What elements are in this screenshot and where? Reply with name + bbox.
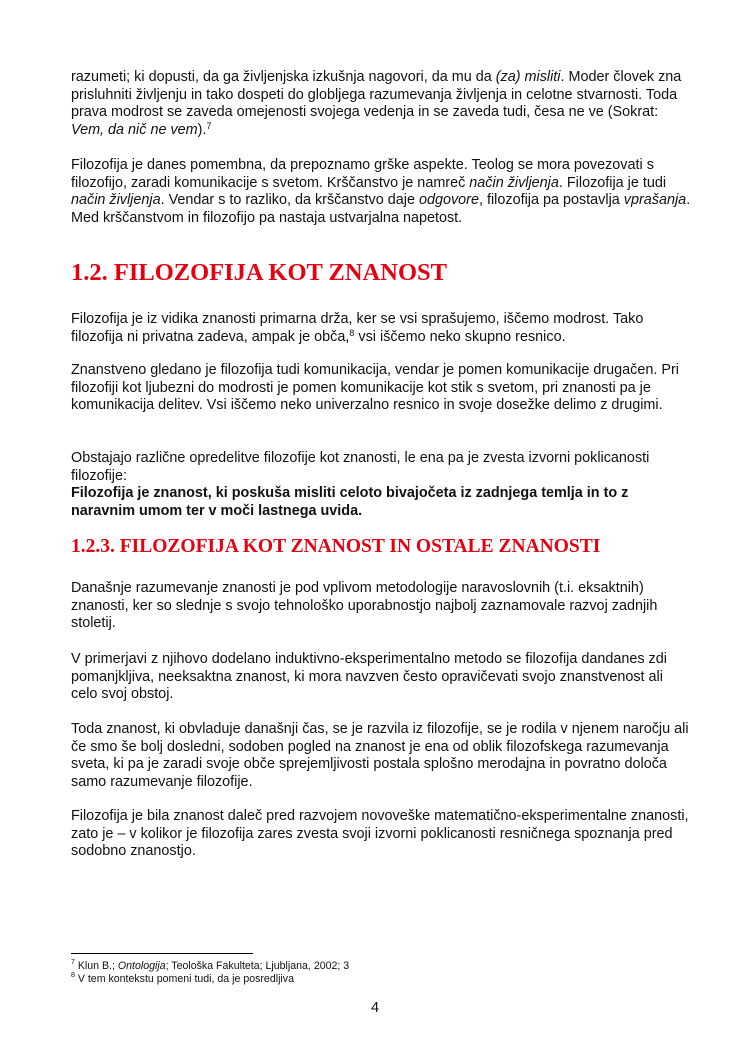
footnote-reference-7[interactable]: 7 (206, 120, 212, 131)
text-run: Klun B.; (74, 960, 118, 972)
italic-text: način življenja (71, 192, 161, 209)
text-run: Filozofija je iz vidika znanosti primarna drža, ker se vsi sprašujemo, iščemo modrost. Tako filozofija ni privatna zadeva, ampak je obča, (71, 311, 644, 345)
text-run: Filozofija je danes pomembna, da prepoznamo grške aspekte. Teolog se mora povezovati s filozofijo, zaradi komunikacije s svetom. Krščanstvo je namreč (71, 157, 654, 191)
text-run: razumeti; ki dopusti, da ga življenjska izkušnja nagovori, da mu da (71, 69, 496, 85)
paragraph-modern-science: Današnje razumevanje znanosti je pod vplivom metodologije naravoslovnih (t.i. eksaktnih) znanosti, ker so slednje s svojo tehnološko uporabnostjo najbolj zaznamovale razvoj zadnjih stoletij. (71, 580, 658, 632)
text-run: V tem kontekstu pomeni tudi, da je posredljiva (74, 973, 294, 985)
text-run: . Moder človek zna prisluhniti življenju in tako dospeti do globljega razumevanja življenja in celotne stvarnosti. Toda prava modrost se zaveda omejenosti svojega vedenja in se zaveda tudi, česa ne ve (Sokrat: (71, 69, 682, 121)
paragraph-theology (71, 157, 691, 227)
paragraph-intro (71, 69, 691, 139)
text-run: ). (197, 121, 207, 138)
bold-definition: Filozofija je znanost, ki poskuša misliti celoto bivajočeta iz zadnjega temlja in to z naravnim umom ter v moči lastnega uvida. (71, 485, 629, 519)
italic-text: Vem, da nič ne vem (71, 121, 198, 138)
italic-text: način življenja (469, 174, 559, 191)
paragraph-communication: Znanstveno gledano je filozofija tudi komunikacija, vendar je pomen komunikacije drugačen. Pri filozofiji kot ljubezni do modrosti je pomen komunikacije kot stik s svetom, pri znanosti pa je komunikacija delitev. Vsi iščemo neko univerzalno resnico in svoje dosežke delimo z drugimi. (71, 362, 679, 414)
italic-text: odgovore (418, 192, 479, 209)
text-run: . Filozofija je tudi (558, 174, 667, 191)
footnote-7 (71, 960, 349, 972)
footnote-8 (71, 973, 294, 985)
text-run: Obstajajo različne opredelitve filozofije kot znanosti, le ena pa je zvesta izvorni poklicanosti filozofije: (71, 450, 650, 484)
paragraph-primary-stance (71, 311, 691, 346)
footnote-separator (71, 953, 253, 954)
footnote-reference-8[interactable]: 8 (349, 327, 355, 338)
footnote-number: 7 (71, 959, 75, 967)
italic-text: Ontologija (117, 960, 166, 972)
heading-section-1-2-3: 1.2.3. FILOZOFIJA KOT ZNANOST IN OSTALE ZNANOSTI (71, 536, 601, 557)
page-number: 4 (370, 1000, 379, 1016)
text-run: . Vendar s to razliko, da krščanstvo daje (160, 192, 419, 209)
heading-section-1-2: 1.2. FILOZOFIJA KOT ZNANOST (71, 259, 447, 286)
text-run: . Med krščanstvom in filozofijo pa nastaja ustvarjalna napetost. (71, 192, 691, 226)
text-run: , filozofija pa postavlja (478, 192, 624, 209)
paragraph-philosophy-before-science: Filozofija je bila znanost daleč pred razvojem novoveške matematično-eksperimentalne znanosti, zato je – v kolikor je filozofija zares zvesta svoji izvorni poklicanosti resničnega spoznanja pred sodobno znanostjo. (71, 808, 689, 860)
italic-text: (za) misliti (495, 69, 561, 85)
paragraph-inductive-method: V primerjavi z njihovo dodelano induktivno-eksperimentalno metodo se filozofija dandanes zdi pomanjkljiva, neeksaktna znanost, ki mora navzven često opravičevati svojo znanstvenost ali celo svoj obstoj. (71, 651, 667, 703)
text-run: vsi iščemo neko skupno resnico. (354, 328, 566, 345)
text-run: ; Teološka Fakulteta; Ljubljana, 2002; 3 (165, 960, 350, 972)
footnote-number: 8 (71, 972, 75, 980)
paragraph-definitions (71, 450, 691, 520)
paragraph-origin-of-science: Toda znanost, ki obvladuje današnji čas, se je razvila iz filozofije, se je rodila v njenem naročju ali če smo še bolj dosledni, sodoben pogled na znanost je ena od oblik filozofskega razumevanja sveta, ki pa je zaradi svoje obče sprejemljivosti postala splošno merodajna in povratno določa samo razumevanje filozofije. (71, 721, 689, 790)
italic-text: vprašanja (623, 192, 687, 209)
